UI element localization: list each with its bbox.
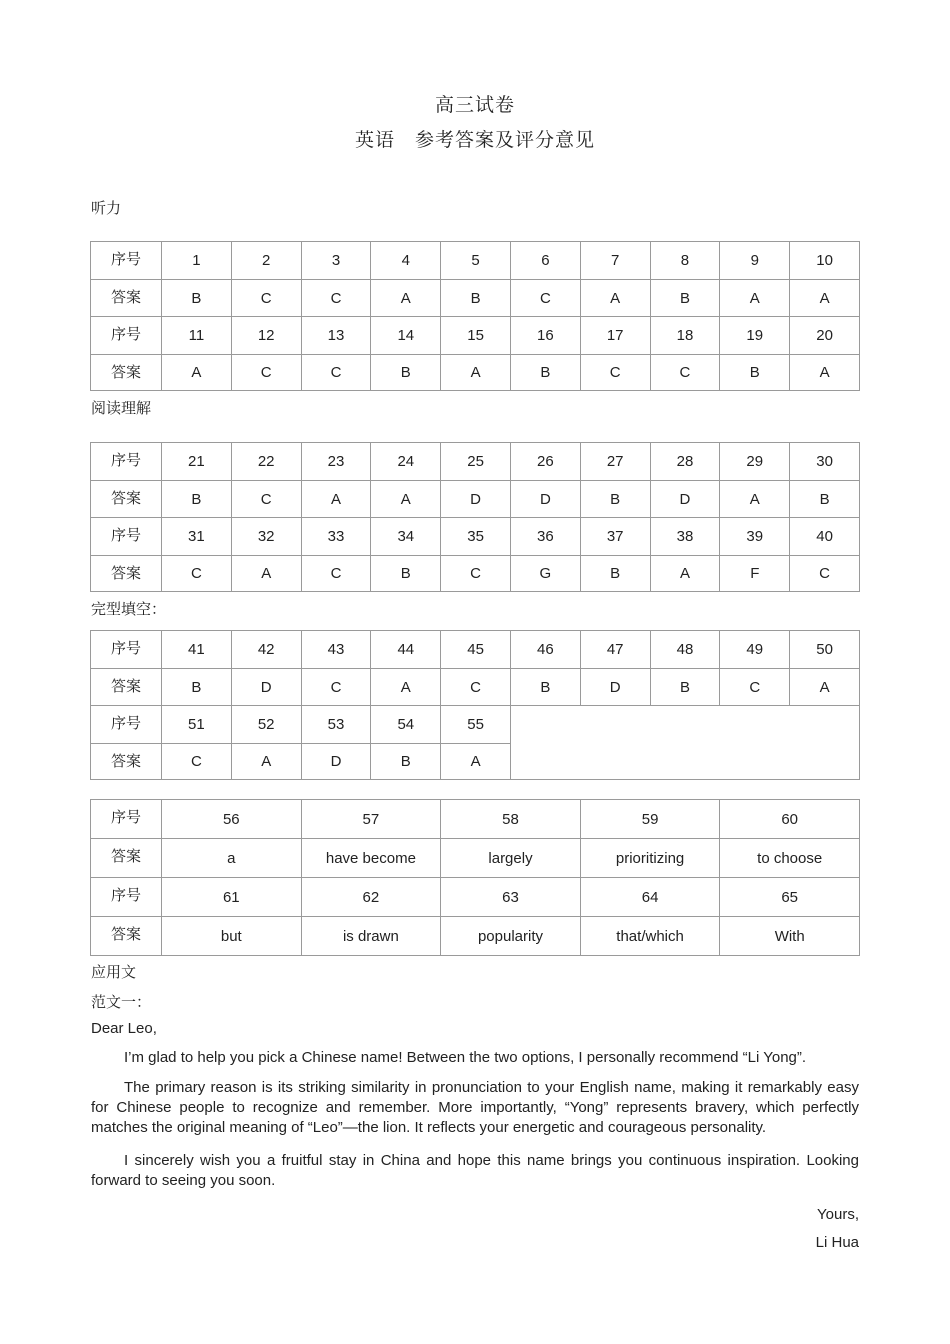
question-number: 47 [580, 631, 650, 669]
empty-cell [510, 706, 859, 780]
question-number: 16 [510, 317, 580, 355]
answer-cell: D [510, 481, 580, 518]
answer-cell: D [441, 481, 511, 518]
answer-cell: have become [301, 839, 441, 878]
question-number: 57 [301, 800, 441, 839]
question-number: 62 [301, 878, 441, 917]
answer-cell: C [441, 556, 511, 592]
row-label-num: 序号 [91, 443, 162, 481]
question-number: 3 [301, 242, 371, 280]
question-number: 18 [650, 317, 720, 355]
page-title: 高三试卷 [434, 94, 515, 116]
question-number: 27 [580, 443, 650, 481]
answer-cell: prioritizing [580, 839, 720, 878]
answer-cell: but [162, 917, 302, 956]
answer-cell: C [301, 556, 371, 592]
answer-cell: A [231, 556, 301, 592]
question-number: 7 [580, 242, 650, 280]
row-label-ans: 答案 [91, 917, 162, 956]
question-number: 53 [301, 706, 371, 744]
answer-cell: C [231, 481, 301, 518]
question-number: 29 [720, 443, 790, 481]
row-label-num: 序号 [91, 631, 162, 669]
answer-cell: With [720, 917, 860, 956]
question-number: 42 [231, 631, 301, 669]
table-row [91, 917, 860, 956]
answer-cell: C [720, 669, 790, 706]
question-number: 17 [580, 317, 650, 355]
answer-cell: C [580, 355, 650, 391]
answer-cell: A [790, 280, 860, 317]
question-number: 45 [441, 631, 511, 669]
answer-cell: D [301, 744, 371, 780]
grammar-table [90, 799, 860, 956]
question-number: 59 [580, 800, 720, 839]
answer-cell: A [720, 481, 790, 518]
table-row [91, 317, 860, 355]
answer-cell: B [720, 355, 790, 391]
answer-cell: A [162, 355, 232, 391]
row-label-num: 序号 [91, 242, 162, 280]
question-number: 8 [650, 242, 720, 280]
row-label-ans: 答案 [91, 556, 162, 592]
answer-cell: B [371, 556, 441, 592]
question-number: 54 [371, 706, 441, 744]
question-number: 34 [371, 518, 441, 556]
row-label-num: 序号 [91, 800, 162, 839]
answer-cell: A [441, 355, 511, 391]
answer-cell: B [790, 481, 860, 518]
row-label-ans: 答案 [91, 839, 162, 878]
row-label-num: 序号 [91, 317, 162, 355]
answer-cell: B [580, 556, 650, 592]
question-number: 13 [301, 317, 371, 355]
row-label-num: 序号 [91, 878, 162, 917]
question-number: 58 [441, 800, 581, 839]
question-number: 46 [510, 631, 580, 669]
answer-cell: A [371, 481, 441, 518]
answer-cell: is drawn [301, 917, 441, 956]
answer-cell: B [162, 669, 232, 706]
row-label-ans: 答案 [91, 355, 162, 391]
answer-cell: C [162, 744, 232, 780]
question-number: 32 [231, 518, 301, 556]
question-number: 19 [720, 317, 790, 355]
answer-cell: to choose [720, 839, 860, 878]
answer-cell: A [371, 669, 441, 706]
answer-cell: B [441, 280, 511, 317]
question-number: 35 [441, 518, 511, 556]
letter-paragraph-1: I’m glad to help you pick a Chinese name! Between the two options, I personally recommend “Li Yong”. [124, 1049, 807, 1066]
answer-cell: B [510, 355, 580, 391]
answer-cell: B [650, 280, 720, 317]
answer-cell: C [231, 280, 301, 317]
table-row [91, 242, 860, 280]
answer-cell: B [650, 669, 720, 706]
question-number: 37 [580, 518, 650, 556]
table-row [91, 443, 860, 481]
question-number: 56 [162, 800, 302, 839]
table-row [91, 355, 860, 391]
question-number: 52 [231, 706, 301, 744]
question-number: 55 [441, 706, 511, 744]
question-number: 25 [441, 443, 511, 481]
answer-cell: D [650, 481, 720, 518]
answer-cell: B [510, 669, 580, 706]
question-number: 63 [441, 878, 581, 917]
question-number: 33 [301, 518, 371, 556]
question-number: 6 [510, 242, 580, 280]
section-listening: 听力 [91, 199, 122, 217]
answer-cell: C [301, 669, 371, 706]
answer-cell: C [441, 669, 511, 706]
question-number: 14 [371, 317, 441, 355]
question-number: 64 [580, 878, 720, 917]
answer-cell: G [510, 556, 580, 592]
question-number: 23 [301, 443, 371, 481]
question-number: 15 [441, 317, 511, 355]
cloze-table [90, 630, 860, 780]
answer-cell: A [720, 280, 790, 317]
answer-cell: A [441, 744, 511, 780]
answer-cell: D [580, 669, 650, 706]
question-number: 51 [162, 706, 232, 744]
answer-cell: A [301, 481, 371, 518]
question-number: 10 [790, 242, 860, 280]
reading-table [90, 442, 860, 592]
question-number: 36 [510, 518, 580, 556]
answer-cell: C [650, 355, 720, 391]
question-number: 39 [720, 518, 790, 556]
table-row [91, 800, 860, 839]
answer-cell: A [790, 355, 860, 391]
table-row [91, 481, 860, 518]
answer-cell: B [371, 744, 441, 780]
answer-cell: A [231, 744, 301, 780]
table-row [91, 556, 860, 592]
answer-cell: D [231, 669, 301, 706]
page-subtitle: 英语 参考答案及评分意见 [354, 129, 595, 151]
row-label-ans: 答案 [91, 669, 162, 706]
question-number: 28 [650, 443, 720, 481]
question-number: 61 [162, 878, 302, 917]
answer-cell: C [162, 556, 232, 592]
table-row [91, 631, 860, 669]
question-number: 2 [231, 242, 301, 280]
answer-cell: C [301, 280, 371, 317]
answer-cell: A [650, 556, 720, 592]
answer-cell: A [580, 280, 650, 317]
answer-cell: B [371, 355, 441, 391]
letter-paragraph-3: I sincerely wish you a fruitful stay in China and hope this name brings you continuous inspiration. Looking forward to seeing you soon. [91, 1152, 859, 1189]
question-number: 44 [371, 631, 441, 669]
question-number: 21 [162, 443, 232, 481]
question-number: 9 [720, 242, 790, 280]
question-number: 24 [371, 443, 441, 481]
answer-cell: that/which [580, 917, 720, 956]
table-row [91, 518, 860, 556]
question-number: 1 [162, 242, 232, 280]
table-row [91, 280, 860, 317]
question-number: 4 [371, 242, 441, 280]
question-number: 11 [162, 317, 232, 355]
question-number: 20 [790, 317, 860, 355]
letter-closing: Yours, [817, 1206, 859, 1223]
row-label-num: 序号 [91, 518, 162, 556]
question-number: 48 [650, 631, 720, 669]
question-number: 31 [162, 518, 232, 556]
answer-cell: a [162, 839, 302, 878]
answer-cell: C [301, 355, 371, 391]
answer-cell: A [371, 280, 441, 317]
section-writing: 应用文 [91, 963, 137, 981]
section-reading: 阅读理解 [91, 399, 152, 417]
row-label-num: 序号 [91, 706, 162, 744]
section-sample: 范文一： [91, 993, 152, 1011]
table-row [91, 706, 860, 744]
question-number: 50 [790, 631, 860, 669]
table-row [91, 669, 860, 706]
answer-cell: A [790, 669, 860, 706]
answer-cell: B [162, 481, 232, 518]
question-number: 26 [510, 443, 580, 481]
question-number: 40 [790, 518, 860, 556]
question-number: 12 [231, 317, 301, 355]
listening-table [90, 241, 860, 391]
question-number: 65 [720, 878, 860, 917]
question-number: 60 [720, 800, 860, 839]
letter-signature: Li Hua [815, 1234, 859, 1251]
answer-cell: F [720, 556, 790, 592]
letter-paragraph-2: The primary reason is its striking similarity in pronunciation to your English name, making it remarkably easy for Chinese people to recognize and remember. More importantly, “Yong” represents bravery, which perfectly matches the original meaning of “Leo”—the lion. It reflects your energetic and courageous personality. [91, 1079, 859, 1136]
row-label-ans: 答案 [91, 744, 162, 780]
answer-cell: B [580, 481, 650, 518]
table-row [91, 839, 860, 878]
question-number: 5 [441, 242, 511, 280]
answer-cell: C [231, 355, 301, 391]
question-number: 38 [650, 518, 720, 556]
answer-cell: B [162, 280, 232, 317]
letter-greeting: Dear Leo, [91, 1020, 157, 1037]
table-row [91, 878, 860, 917]
row-label-ans: 答案 [91, 280, 162, 317]
answer-cell: largely [441, 839, 581, 878]
section-cloze: 完型填空： [91, 600, 167, 618]
row-label-ans: 答案 [91, 481, 162, 518]
answer-cell: popularity [441, 917, 581, 956]
question-number: 49 [720, 631, 790, 669]
question-number: 41 [162, 631, 232, 669]
answer-cell: C [510, 280, 580, 317]
answer-cell: C [790, 556, 860, 592]
question-number: 30 [790, 443, 860, 481]
question-number: 43 [301, 631, 371, 669]
question-number: 22 [231, 443, 301, 481]
